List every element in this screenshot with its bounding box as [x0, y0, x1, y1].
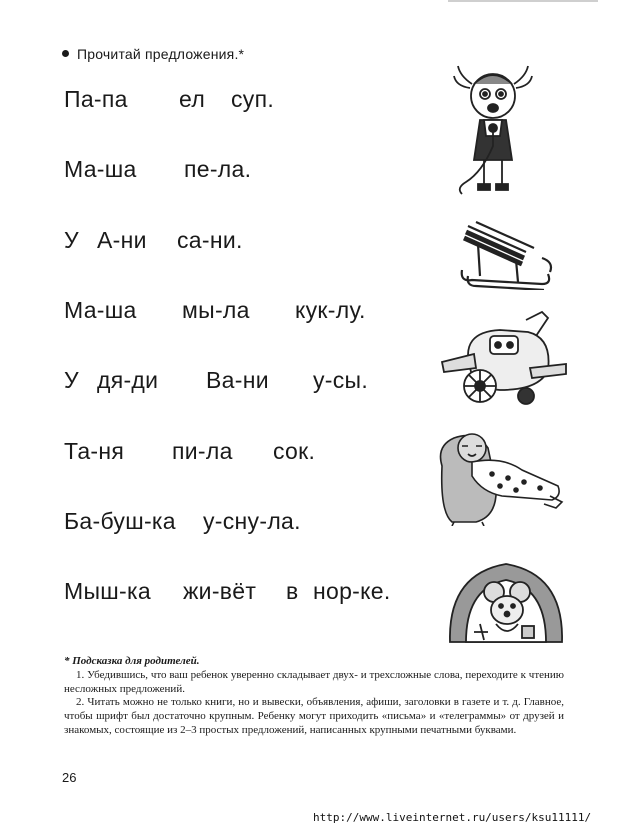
word: пи-ла — [172, 438, 233, 464]
parent-hint — [64, 655, 564, 738]
sentence-7 — [64, 508, 301, 535]
word: кук-лу. — [295, 297, 366, 323]
word: А-ни — [97, 227, 147, 253]
grandma-sleeping-icon — [432, 426, 566, 526]
word: Ва-ни — [206, 367, 269, 393]
toy-airplane-icon — [440, 308, 568, 408]
page-number: 26 — [62, 770, 77, 785]
sentence-2 — [64, 156, 251, 183]
mouse-in-burrow-icon — [444, 554, 568, 646]
word: Та-ня — [64, 438, 125, 464]
sled-icon — [458, 218, 558, 290]
sentence-5 — [64, 367, 368, 394]
word: Ма-ша — [64, 297, 137, 323]
watermark-url: http://www.liveinternet.ru/users/ksu11111/ — [313, 811, 592, 824]
sentence-6 — [64, 438, 315, 465]
word: У — [64, 367, 79, 393]
word: Ма-ша — [64, 156, 137, 182]
word: сок. — [273, 438, 316, 464]
sentence-4 — [64, 297, 366, 324]
word: мы-ла — [182, 297, 250, 323]
word: пе-ла. — [184, 156, 252, 182]
sentence-1 — [64, 86, 274, 113]
word: жи-вёт — [183, 578, 257, 604]
sentence-3 — [64, 227, 243, 254]
word: суп. — [231, 86, 275, 112]
word: у-сну-ла. — [203, 508, 301, 534]
word: ел — [179, 86, 206, 112]
girl-singing-icon — [452, 62, 534, 202]
word: нор-ке. — [313, 578, 391, 604]
word: У — [64, 227, 79, 253]
word: Ба-буш-ка — [64, 508, 176, 534]
sentence-8 — [64, 578, 391, 605]
word: в — [286, 578, 299, 604]
bullet-icon — [62, 50, 69, 57]
instruction-text: Прочитай предложения.* — [77, 46, 245, 62]
hint-paragraph-2: 2. Читать можно не только книги, но и вывески, объявления, афиши, заголовки в газете и т. д. Главное, чтобы шрифт был достаточно крупным. Ребенку могут приходить «письма» и «телеграммы» от друзей и знакомых, состоящие из 2–3 простых предложений, написанных крупными печатными буквами. — [64, 696, 564, 736]
top-rule — [448, 0, 598, 2]
instruction — [62, 46, 244, 62]
word: Па-па — [64, 86, 128, 112]
hint-paragraph-1: 1. Убедившись, что ваш ребенок уверенно складывает двух- и трехсложные слова, переходите к чтению несложных предложений. — [64, 668, 564, 695]
word: са-ни. — [177, 227, 243, 253]
word: дя-ди — [97, 367, 159, 393]
hint-title: * Подсказка для родителей. — [64, 655, 200, 667]
word: Мыш-ка — [64, 578, 151, 604]
word: у-сы. — [313, 367, 369, 393]
